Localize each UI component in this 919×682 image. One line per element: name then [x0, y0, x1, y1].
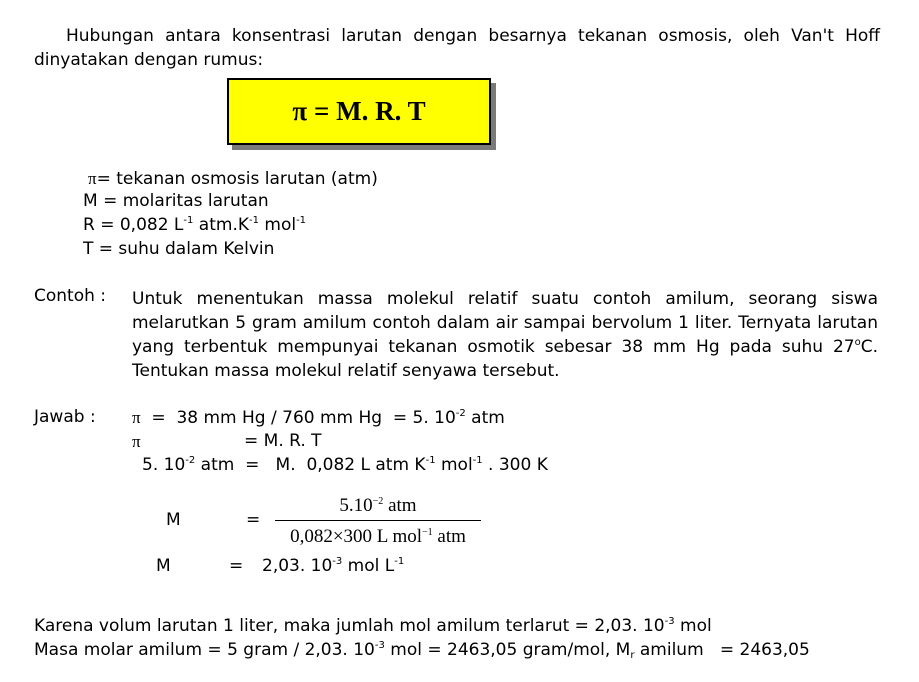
pi-symbol: π	[88, 169, 97, 188]
answer-label: Jawab :	[34, 407, 96, 427]
example-label: Contoh :	[34, 286, 107, 306]
conclusion-line-2: Masa molar amilum = 5 gram / 2,03. $10^{-3}$ mol = 2463,05 gram/mol, $M_r$ amilum = 2463,05	[34, 640, 810, 661]
definition-m: M = molaritas larutan	[83, 191, 269, 211]
definition-r: R = 0,082 $L^{-1}$ $atm.K^{-1}$ mol$^{-1}$	[83, 215, 307, 235]
example-text: Untuk menentukan massa molekul relatif suatu contoh amilum, seorang siswa melarutkan 5 gram amilum contoh dalam air sampai bervolum 1 liter. Ternyata larutan yang terbentuk mempunyai tekanan osmotik sebesar 38 mm Hg pada suhu 27$^o$C. Tentukan massa molekul relatif senyawa tersebut.	[132, 289, 878, 381]
answer-line-2: = M. R. T	[244, 431, 322, 451]
fraction-equals: =	[246, 510, 261, 530]
formula-text: π = M. R. T	[292, 96, 426, 126]
answer-line-2-pi: π	[132, 432, 141, 451]
answer-line-1: π = 38 mm Hg / 760 mm Hg = 5. $10^{-2}$ atm	[132, 408, 505, 428]
result-m-label: M	[156, 556, 171, 576]
result-equals: =	[229, 556, 244, 576]
fraction-m-label: M	[166, 510, 181, 530]
fraction-denominator: 0,082×300 L mol$^{-1}$ atm	[290, 526, 466, 547]
definition-t: T = suhu dalam Kelvin	[83, 239, 275, 259]
answer-line-3: 5. $10^{-2}$ atm = M. 0,082 L atm $K^{-1}$ mol$^{-1}$ . 300 K	[142, 455, 548, 475]
formula-box	[227, 78, 491, 145]
definition-pi: π= tekanan osmosis larutan (atm)	[88, 169, 378, 189]
conclusion-line-1: Karena volum larutan 1 liter, maka jumlah mol amilum terlarut = 2,03. $10^{-3}$ mol	[34, 616, 712, 636]
result-value: 2,03. $10^{-3}$ mol $L^{-1}$	[262, 556, 405, 576]
fraction	[275, 492, 481, 551]
intro-paragraph: Hubungan antara konsentrasi larutan dengan besarnya tekanan osmosis, oleh Van't Hoff dinyatakan dengan rumus:	[34, 26, 880, 70]
fraction-numerator: $5.10^{-2}$ atm	[339, 495, 417, 516]
